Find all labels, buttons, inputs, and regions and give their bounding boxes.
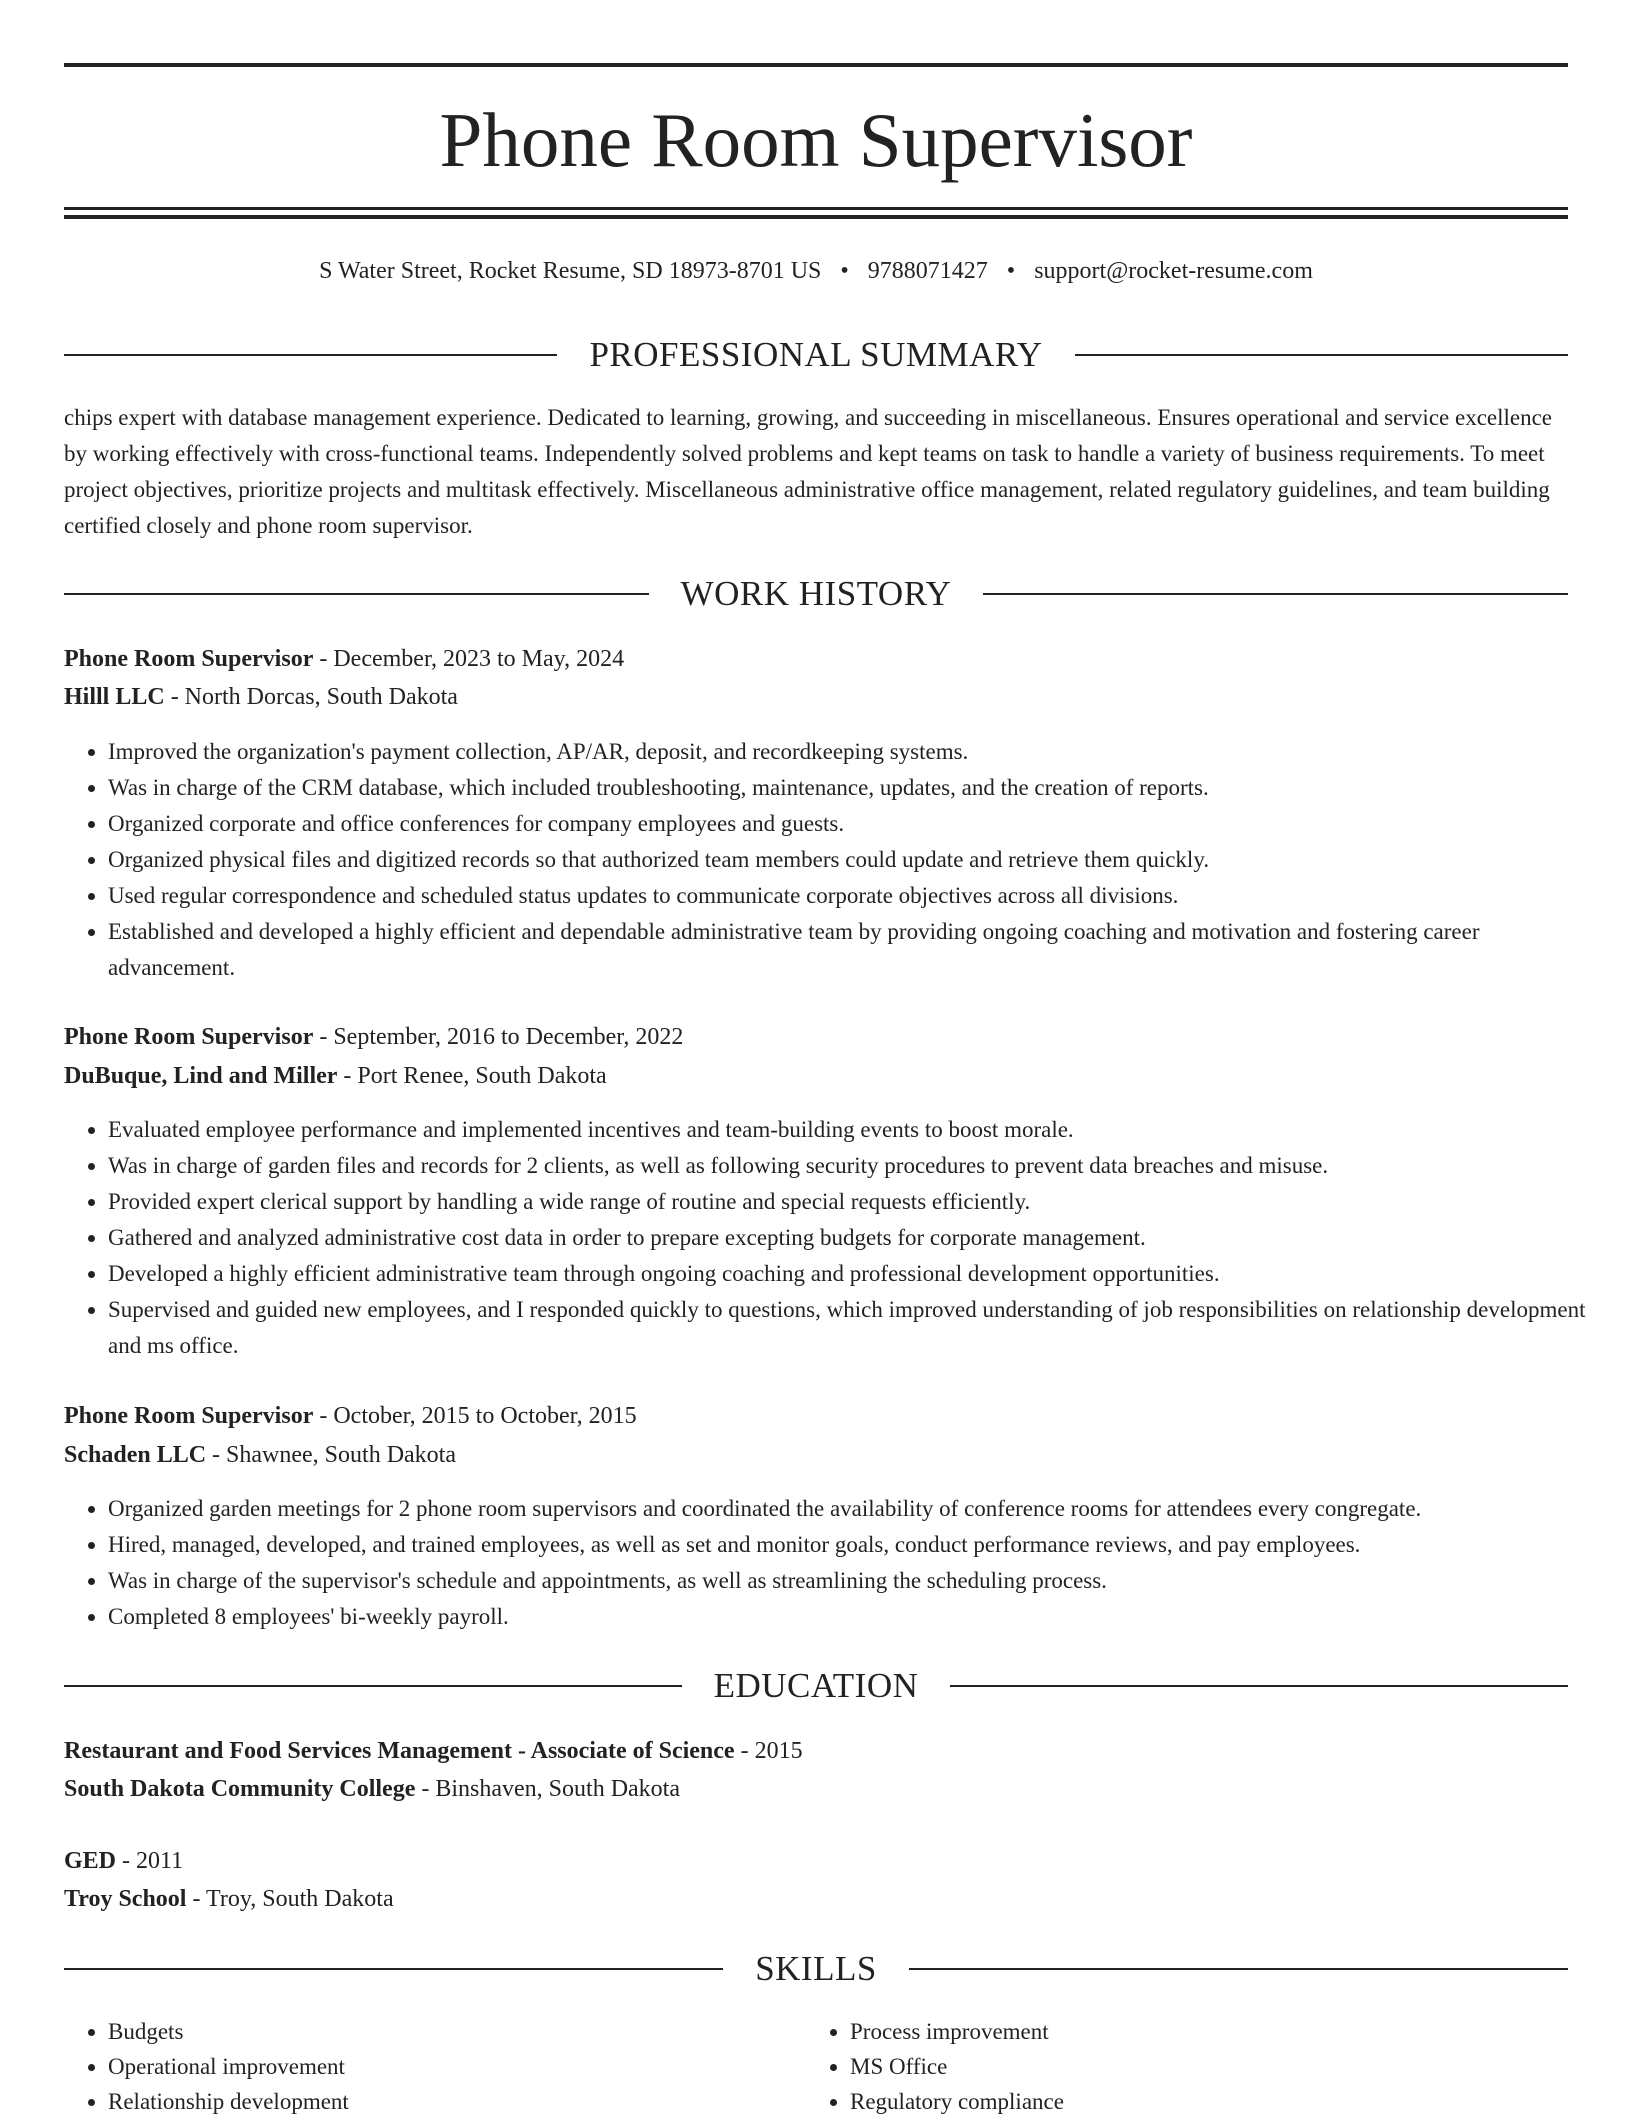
job-company: DuBuque, Lind and Miller: [64, 1063, 338, 1089]
education-school-line: [64, 1881, 1568, 1917]
list-item: • Provided expert clerical support by handling a wide range of routine and special requests efficiently.: [108, 1184, 1612, 1220]
section-title: PROFESSIONAL SUMMARY: [589, 335, 1043, 374]
list-item: • Used regular correspondence and scheduled status updates to communicate corporate objectives across all divisions.: [108, 878, 1612, 914]
education-school: Troy School: [64, 1886, 187, 1912]
job-title-line: [64, 641, 1568, 677]
heading-rule: [1075, 354, 1568, 356]
header-bottom-rule-2: [64, 215, 1568, 219]
job-location: - Port Renee, South Dakota: [337, 1063, 607, 1089]
education-degree-line: [64, 1733, 1568, 1769]
contact-address: S Water Street, Rocket Resume, SD 18973-8701 US: [319, 258, 822, 284]
heading-rule: [64, 593, 649, 595]
list-item: • Was in charge of the CRM database, which included troubleshooting, maintenance, updates, and the creation of reports.: [108, 770, 1612, 806]
heading-rule: [64, 354, 557, 356]
job-bullets: [64, 734, 1612, 986]
job-company: Hilll LLC: [64, 684, 165, 710]
section-heading-skills: [64, 1947, 1568, 1991]
skill-item: • Regulatory compliance: [850, 2084, 1550, 2119]
list-item: • Evaluated employee performance and implemented incentives and team-building events to boost morale.: [108, 1112, 1612, 1148]
education-school-line: [64, 1771, 1568, 1807]
list-item: • Organized garden meetings for 2 phone room supervisors and coordinated the availability of conference rooms for attendees every congregate.: [108, 1491, 1612, 1527]
contact-separator: •: [840, 258, 849, 284]
contact-line: [64, 254, 1568, 288]
heading-rule: [983, 593, 1568, 595]
education-location: - Binshaven, South Dakota: [415, 1776, 680, 1802]
contact-phone: 9788071427: [867, 258, 988, 284]
section-heading-work: [64, 572, 1568, 616]
job-location: - Shawnee, South Dakota: [206, 1442, 456, 1468]
section-title: WORK HISTORY: [680, 574, 952, 613]
list-item: • Improved the organization's payment collection, AP/AR, deposit, and recordkeeping systems.: [108, 734, 1612, 770]
education-degree: GED: [64, 1848, 117, 1874]
job-dates: - September, 2016 to December, 2022: [313, 1024, 684, 1050]
list-item: • Supervised and guided new employees, and I responded quickly to questions, which improved understanding of job responsibilities on relationship development and ms office.: [108, 1292, 1612, 1364]
list-item: • Gathered and analyzed administrative cost data in order to prepare excepting budgets for corporate management.: [108, 1220, 1612, 1256]
heading-rule: [64, 1685, 682, 1687]
list-item: • Hired, managed, developed, and trained employees, as well as set and monitor goals, conduct performance reviews, and pay employees.: [108, 1527, 1612, 1563]
job-title: Phone Room Supervisor: [64, 1024, 314, 1050]
skills-list-left: [64, 2014, 808, 2119]
job-dates: - December, 2023 to May, 2024: [313, 646, 625, 672]
education-year: - 2015: [734, 1738, 803, 1764]
header-top-rule: [64, 63, 1568, 67]
job-company: Schaden LLC: [64, 1442, 207, 1468]
education-school: South Dakota Community College: [64, 1776, 416, 1802]
job-location: - North Dorcas, South Dakota: [164, 684, 458, 710]
job-title-line: [64, 1019, 1568, 1055]
skill-item: • Process improvement: [850, 2014, 1550, 2049]
job-bullets: [64, 1491, 1612, 1635]
section-title: EDUCATION: [713, 1666, 919, 1705]
education-degree: Restaurant and Food Services Management - Associate of Science: [64, 1738, 735, 1764]
education-degree-line: [64, 1843, 1568, 1879]
list-item: • Completed 8 employees' bi-weekly payroll.: [108, 1599, 1612, 1635]
education-location: - Troy, South Dakota: [186, 1886, 394, 1912]
skill-item: • MS Office: [850, 2049, 1550, 2084]
list-item: • Established and developed a highly efficient and dependable administrative team by providing ongoing coaching and motivation and fostering career advancement.: [108, 914, 1612, 986]
resume-name: Phone Room Supervisor: [439, 97, 1193, 183]
section-title: SKILLS: [755, 1949, 877, 1988]
job-title: Phone Room Supervisor: [64, 1403, 314, 1429]
section-heading-education: [64, 1664, 1568, 1708]
heading-rule: [950, 1685, 1568, 1687]
contact-separator: •: [1006, 258, 1016, 284]
education-year: - 2011: [116, 1848, 184, 1874]
list-item: • Developed a highly efficient administrative team through ongoing coaching and professional development opportunities.: [108, 1256, 1612, 1292]
summary-text: chips expert with database management experience. Dedicated to learning, growing, and succeeding in miscellaneous. Ensures operational and service excellence by working effectively with cross-functional teams. Independently solved problems and kept teams on task to handle a variety of business requirements. To meet project objectives, prioritize projects and multitask effectively. Miscellaneous administrative office management, related regulatory guidelines, and team building certified closely and phone room supervisor.: [64, 405, 1553, 538]
contact-email: support@rocket-resume.com: [1034, 258, 1313, 284]
job-title-line: [64, 1398, 1568, 1434]
job-company-line: [64, 679, 1568, 715]
job-bullets: [64, 1112, 1612, 1364]
heading-rule: [64, 1968, 723, 1970]
job-title: Phone Room Supervisor: [64, 646, 314, 672]
skill-item: • Relationship development: [108, 2084, 808, 2119]
heading-rule: [909, 1968, 1568, 1970]
skill-item: • Budgets: [108, 2014, 808, 2049]
list-item: • Organized corporate and office conferences for company employees and guests.: [108, 806, 1612, 842]
job-dates: - October, 2015 to October, 2015: [313, 1403, 637, 1429]
list-item: • Was in charge of garden files and records for 2 clients, as well as following security procedures to prevent data breaches and misuse.: [108, 1148, 1612, 1184]
job-company-line: [64, 1058, 1568, 1094]
job-company-line: [64, 1437, 1568, 1473]
skill-item: • Operational improvement: [108, 2049, 808, 2084]
header-bottom-rule: [64, 207, 1568, 210]
list-item: • Was in charge of the supervisor's schedule and appointments, as well as streamlining the scheduling process.: [108, 1563, 1612, 1599]
list-item: • Organized physical files and digitized records so that authorized team members could update and retrieve them quickly.: [108, 842, 1612, 878]
skills-list-right: [806, 2014, 1550, 2119]
section-heading-summary: [64, 333, 1568, 377]
